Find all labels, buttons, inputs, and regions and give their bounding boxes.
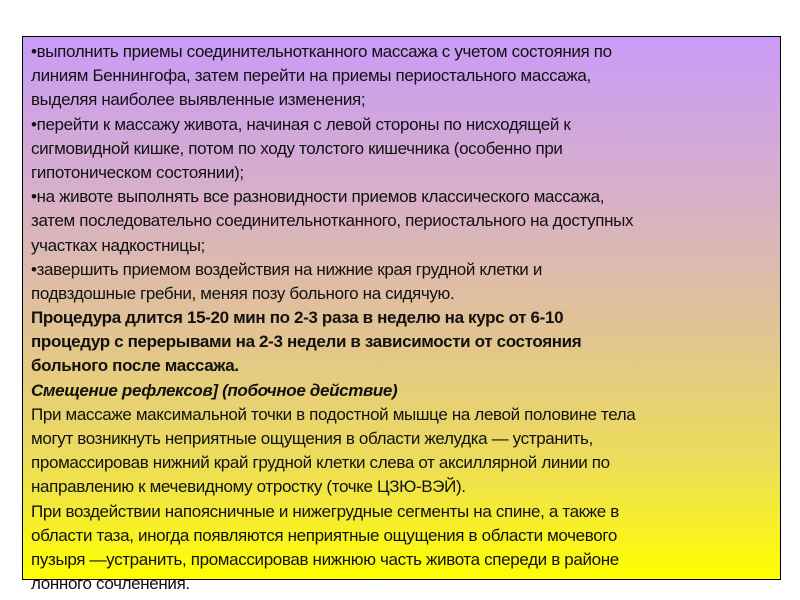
side-effect-heading: Смещение рефлексов] (побочное действие) [31,380,398,400]
bullet-line: подвздошные гребни, меняя позу больного на сидячую. [31,283,455,303]
slide-content [31,40,776,596]
bullet-line: линиям Беннингофа, затем перейти на приемы периостального массажа, [31,66,591,86]
bullet-line: •завершить приемом воздействия на нижние края грудной клетки и [31,259,542,279]
bullet-line: •на животе выполнять все разновидности приемов классического массажа, [31,187,605,207]
bullet-line: •выполнить приемы соединительнотканного массажа с учетом состояния по [31,42,612,61]
procedure-line: больного после массажа. [31,356,239,376]
bullet-line: •перейти к массажу живота, начиная с левой стороны по нисходящей к [31,114,571,134]
paragraph-line: При воздействии напоясничные и нижегрудные сегменты на спине, а также в [31,501,619,521]
bullet-line: сигмовидной кишке, потом по ходу толстого кишечника (особенно при [31,138,563,158]
procedure-line: Процедура длится 15-20 мин по 2-3 раза в неделю на курс от 6-10 [31,308,564,328]
bullet-line: выделяя наиболее выявленные изменения; [31,90,366,110]
procedure-line: процедур с перерывами на 2-3 недели в зависимости от состояния [31,332,582,352]
paragraph-line: промассировав нижний край грудной клетки слева от аксиллярной линии по [31,453,610,473]
bullet-line: участках надкостницы; [31,235,205,255]
paragraph-line: лонного сочленения. [31,574,190,594]
paragraph-line: пузыря —устранить, промассировав нижнюю часть живота спереди в районе [31,549,619,569]
bullet-line: затем последовательно соединительнотканного, периостального на доступных [31,211,634,231]
paragraph-line: могут возникнуть неприятные ощущения в области желудка — устранить, [31,429,593,448]
paragraph-line: области таза, иногда появляются неприятные ощущения в области мочевого [31,525,617,545]
paragraph-line: При массаже максимальной точки в подостной мышце на левой половине тела [31,404,636,424]
slide-text-box [22,36,781,594]
paragraph-line: направлению к мечевидному отростку (точке ЦЗЮ-ВЭЙ). [31,477,466,497]
bullet-line: гипотоническом состоянии); [31,162,244,182]
